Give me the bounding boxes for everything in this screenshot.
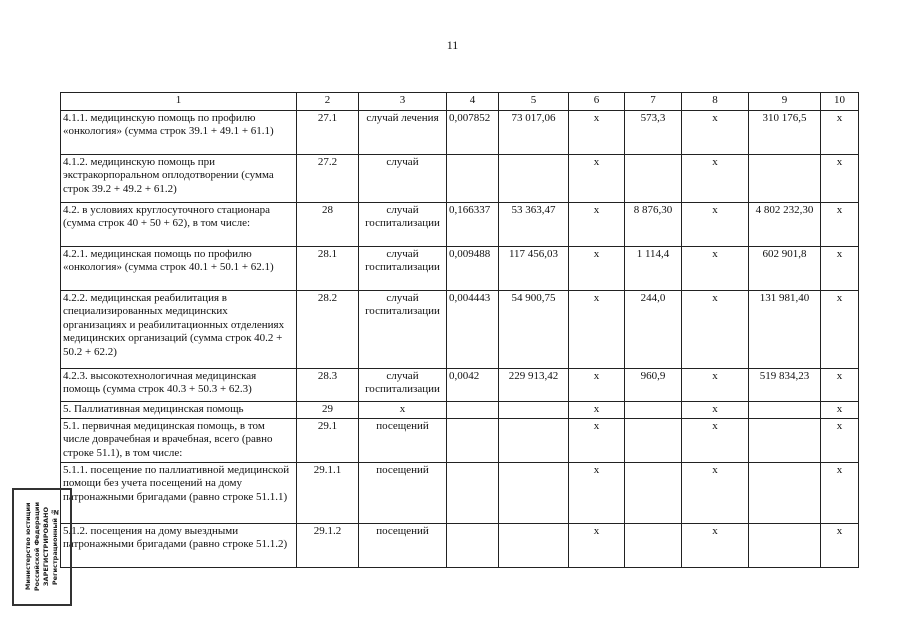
cell-c5: 73 017,06 [499,110,569,154]
cell-c10: х [821,154,859,202]
cell-c4 [447,401,499,418]
cell-c10: х [821,290,859,368]
table-row [61,401,859,418]
cell-c10: х [821,418,859,462]
cell-c5 [499,523,569,567]
cell-c4 [447,523,499,567]
table-row [61,246,859,290]
table-header-row [61,93,859,111]
cell-c5 [499,418,569,462]
table-row [61,290,859,368]
cell-c3: случай [359,154,447,202]
cell-c6: х [569,462,625,523]
cell-c10: х [821,462,859,523]
cell-c4: 0,166337 [447,202,499,246]
header-cell: 9 [749,93,821,111]
cell-c7 [625,154,682,202]
table-row [61,202,859,246]
cell-c6: х [569,401,625,418]
cell-c9: 4 802 232,30 [749,202,821,246]
cell-c2: 28.2 [297,290,359,368]
cell-c8: х [682,368,749,401]
cell-c9 [749,418,821,462]
cell-c1: 4.2.3. высокотехнологичная медицинская помощь (сумма строк 40.3 + 50.3 + 62.3) [61,368,297,401]
cell-c7 [625,401,682,418]
header-cell: 4 [447,93,499,111]
cell-c6: х [569,202,625,246]
cell-c3: случай лечения [359,110,447,154]
cell-c7: 244,0 [625,290,682,368]
cell-c8: х [682,401,749,418]
cell-c1: 5.1.1. посещение по паллиативной медицинской помощи без учета посещений на дому патронажными бригадами (равно строке 51.1.1) [61,462,297,523]
cell-c6: х [569,110,625,154]
cell-c8: х [682,246,749,290]
cell-c3: случай госпитализации [359,246,447,290]
cell-c8: х [682,110,749,154]
cell-c6: х [569,523,625,567]
cell-c6: х [569,154,625,202]
cell-c3: случай госпитализации [359,290,447,368]
cell-c4: 0,009488 [447,246,499,290]
cell-c5 [499,401,569,418]
cell-c3: посещений [359,418,447,462]
registration-stamp [12,488,72,606]
cell-c4: 0,0042 [447,368,499,401]
cell-c8: х [682,462,749,523]
cell-c10: х [821,368,859,401]
header-cell: 2 [297,93,359,111]
table-row [61,418,859,462]
cell-c6: х [569,418,625,462]
cell-c2: 29.1.2 [297,523,359,567]
table-row [61,368,859,401]
cell-c4 [447,462,499,523]
stamp-text [24,502,60,591]
cell-c5: 117 456,03 [499,246,569,290]
cell-c2: 28.3 [297,368,359,401]
stamp-line: Министерство юстиции [24,503,32,591]
cell-c4 [447,418,499,462]
header-cell: 1 [61,93,297,111]
cell-c10: х [821,110,859,154]
cell-c5 [499,154,569,202]
cell-c10: х [821,202,859,246]
cell-c2: 27.2 [297,154,359,202]
cell-c9: 310 176,5 [749,110,821,154]
cell-c3: посещений [359,462,447,523]
cell-c2: 29 [297,401,359,418]
page-number: 11 [446,38,459,52]
cell-c7 [625,418,682,462]
cell-c7 [625,462,682,523]
cell-c1: 5. Паллиативная медицинская помощь [61,401,297,418]
table-row [61,110,859,154]
stamp-line: Российской Федерации [33,502,41,592]
table-row [61,154,859,202]
cell-c1: 4.1.2. медицинскую помощь при экстракорпоральном оплодотворении (сумма строк 39.2 + 49.2 + 61.2) [61,154,297,202]
cell-c8: х [682,418,749,462]
cell-c10: х [821,401,859,418]
cell-c7: 573,3 [625,110,682,154]
cell-c3: х [359,401,447,418]
header-cell: 8 [682,93,749,111]
cell-c10: х [821,246,859,290]
header-cell: 7 [625,93,682,111]
cell-c9 [749,154,821,202]
cell-c2: 29.1 [297,418,359,462]
cell-c7 [625,523,682,567]
header-cell: 10 [821,93,859,111]
cell-c5: 53 363,47 [499,202,569,246]
cell-c9 [749,523,821,567]
cell-c5: 54 900,75 [499,290,569,368]
cell-c2: 28 [297,202,359,246]
cell-c8: х [682,523,749,567]
cell-c9: 602 901,8 [749,246,821,290]
cell-c3: случай госпитализации [359,202,447,246]
header-cell: 5 [499,93,569,111]
cell-c8: х [682,290,749,368]
cell-c1: 4.2. в условиях круглосуточного стационара (сумма строк 40 + 50 + 62), в том числе: [61,202,297,246]
cell-c3: случай госпитализации [359,368,447,401]
cell-c10: х [821,523,859,567]
cell-c9 [749,462,821,523]
cell-c4 [447,154,499,202]
table-row [61,462,859,523]
cell-c1: 4.2.1. медицинская помощь по профилю «онкология» (сумма строк 40.1 + 50.1 + 62.1) [61,246,297,290]
cell-c1: 4.1.1. медицинскую помощь по профилю «онкология» (сумма строк 39.1 + 49.1 + 61.1) [61,110,297,154]
cell-c9: 519 834,23 [749,368,821,401]
header-cell: 3 [359,93,447,111]
data-table [60,92,859,568]
cell-c9: 131 981,40 [749,290,821,368]
cell-c3: посещений [359,523,447,567]
cell-c2: 28.1 [297,246,359,290]
cell-c7: 960,9 [625,368,682,401]
cell-c2: 27.1 [297,110,359,154]
cell-c5 [499,462,569,523]
cell-c6: х [569,246,625,290]
cell-c1: 5.1. первичная медицинская помощь, в том числе доврачебная и врачебная, всего (равно строке 51.1), в том числе: [61,418,297,462]
cell-c9 [749,401,821,418]
cell-c8: х [682,154,749,202]
cell-c2: 29.1.1 [297,462,359,523]
cell-c6: х [569,290,625,368]
cell-c1: 5.1.2. посещения на дому выездными патронажными бригадами (равно строке 51.1.2) [61,523,297,567]
stamp-line: Регистрационный № [51,508,59,586]
table-row [61,523,859,567]
cell-c6: х [569,368,625,401]
cell-c4: 0,004443 [447,290,499,368]
cell-c7: 8 876,30 [625,202,682,246]
cell-c1: 4.2.2. медицинская реабилитация в специализированных медицинских организациях и реабилитационных отделениях медицинских организаций (сумма строк 40.2 + 50.2 + 62.2) [61,290,297,368]
cell-c7: 1 114,4 [625,246,682,290]
cell-c4: 0,007852 [447,110,499,154]
stamp-line: ЗАРЕГИСТРИРОВАНО [42,507,50,587]
cell-c8: х [682,202,749,246]
header-cell: 6 [569,93,625,111]
cell-c5: 229 913,42 [499,368,569,401]
